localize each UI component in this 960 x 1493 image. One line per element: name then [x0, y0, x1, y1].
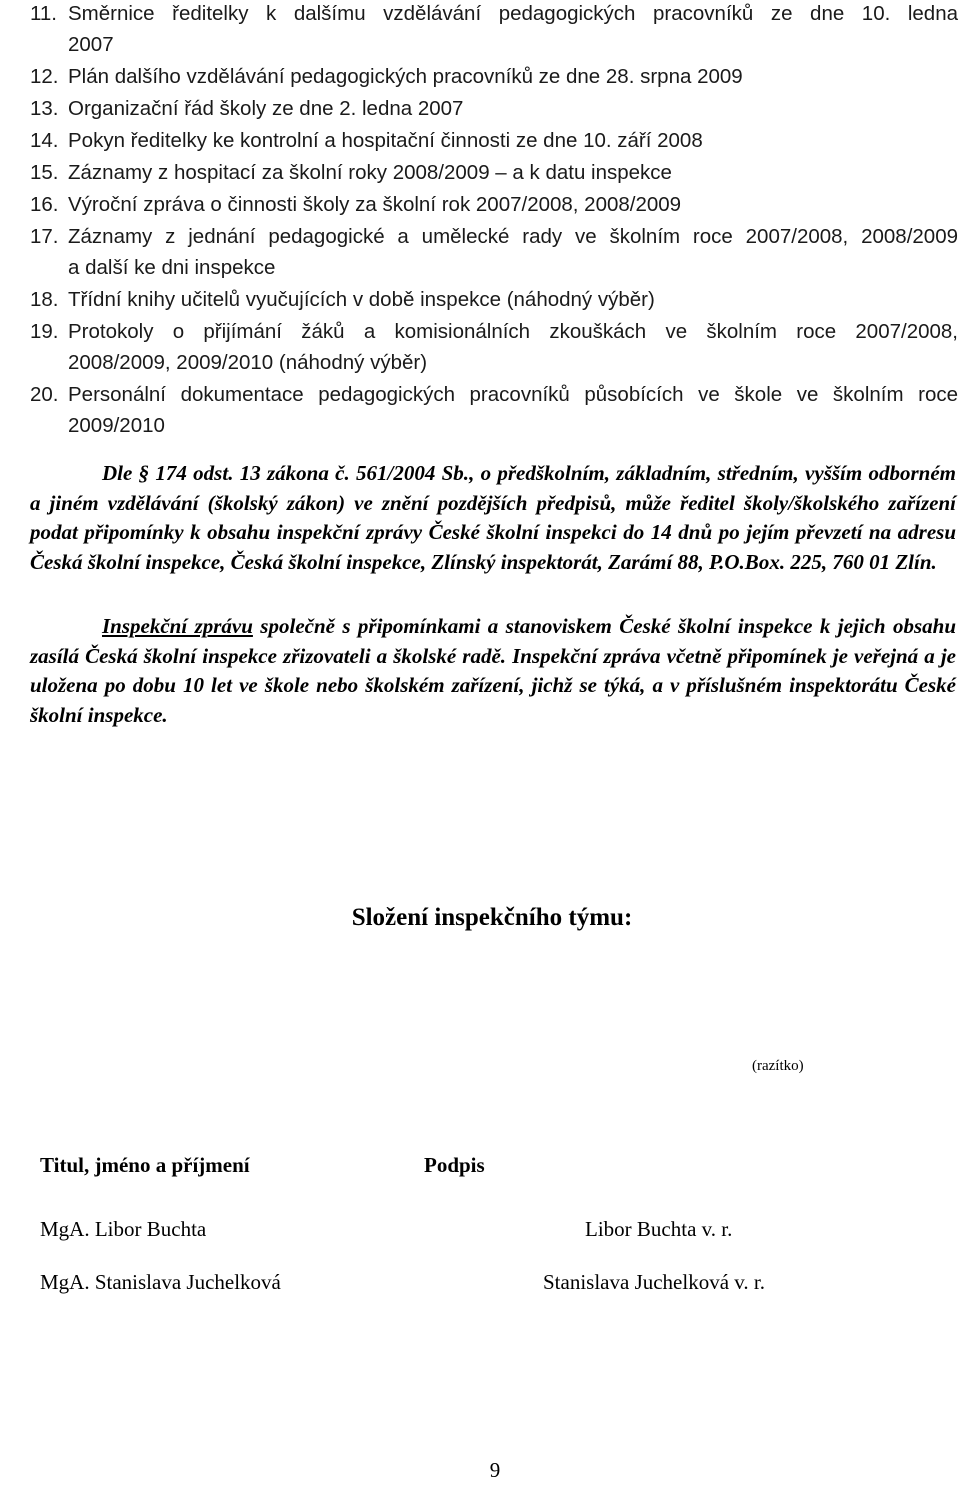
- list-item-number: 12.: [30, 65, 59, 88]
- list-item-text: Výroční zpráva o činnosti školy za školní rok 2007/2008, 2008/2009: [68, 193, 682, 216]
- list-item-number: 20.: [30, 383, 59, 406]
- publication-text: společně s připomínkami a stanoviskem České školní inspekce k jejich obsahu zasílá Česká školní inspekce zřizovateli a školské radě. Inspekční zpráva včetně připomínek je veřejná a je uložena po dobu 10 let ve škole nebo školském zařízení, jichž se týká, a v příslušném inspektorátu České školní inspekce.: [30, 614, 957, 727]
- team-title: Složení inspekčního týmu:: [351, 904, 633, 931]
- list-item-number: 15.: [30, 161, 59, 184]
- publication-paragraph: [30, 612, 956, 730]
- member-name: MgA. Stanislava Juchelková: [40, 1270, 281, 1294]
- list-item-text: Protokoly o přijímání žáků a komisionálních zkouškách ve školním roce 2007/2008,: [68, 320, 958, 343]
- comments-notice-paragraph: [30, 459, 956, 577]
- list-item: [30, 316, 958, 378]
- member-signature: Libor Buchta v. r.: [585, 1217, 733, 1241]
- signature-column-header: Podpis: [424, 1153, 485, 1177]
- list-item-text: a další ke dni inspekce: [68, 256, 276, 279]
- list-item-text: Třídní knihy učitelů vyučujících v době inspekce (náhodný výběr): [68, 288, 655, 311]
- list-item-text: Personální dokumentace pedagogických pracovníků působících ve škole ve školním roce: [68, 383, 958, 406]
- list-item: [30, 0, 958, 60]
- list-item: [30, 379, 958, 441]
- list-item-number: 18.: [30, 288, 59, 311]
- member-name: MgA. Libor Buchta: [40, 1217, 207, 1241]
- list-item: [30, 284, 958, 315]
- list-item-text: 2007: [68, 33, 114, 56]
- list-item-text: Organizační řád školy ze dne 2. ledna 2007: [68, 97, 464, 120]
- list-item: [30, 157, 958, 188]
- inspection-report-term: Inspekční zprávu: [102, 614, 253, 638]
- list-item-text: Záznamy z hospitací za školní roky 2008/2009 – a k datu inspekce: [68, 161, 672, 184]
- member-signature: Stanislava Juchelková v. r.: [543, 1270, 766, 1294]
- list-item-text: Plán dalšího vzdělávání pedagogických pracovníků ze dne 28. srpna 2009: [68, 65, 743, 88]
- list-item-text: 2008/2009, 2009/2010 (náhodný výběr): [68, 351, 428, 374]
- list-item-number: 19.: [30, 320, 59, 343]
- documents-list: [30, 0, 958, 442]
- list-item: [30, 221, 958, 283]
- list-item: [30, 189, 958, 220]
- list-item: [30, 125, 958, 156]
- page-number: 9: [489, 1458, 501, 1482]
- notice-text: , o předškolním, základním, středním, vyšším odborném a jiném vzdělávání (školský zákon) ve znění pozdějších předpisů, může ředitel školy/školského zařízení podat připomínky k obsahu inspekční zprávy České školní inspekci do 14 dnů po jejím převzetí na adresu Česká školní inspekce, Česká školní inspekce, Zlínský inspektorát, Zarámí 88, P.O.Box. 225, 760 01 Zlín.: [30, 461, 956, 574]
- name-column-header: Titul, jméno a příjmení: [40, 1153, 250, 1177]
- list-item-text: Záznamy z jednání pedagogické a umělecké rady ve školním roce 2007/2008, 2008/2009: [68, 225, 958, 248]
- list-item-number: 14.: [30, 129, 59, 152]
- list-item-text: Směrnice ředitelky k dalšímu vzdělávání pedagogických pracovníků ze dne 10. ledna: [68, 2, 958, 25]
- list-item-number: 13.: [30, 97, 59, 120]
- list-item: [30, 93, 958, 124]
- list-item-number: 16.: [30, 193, 59, 216]
- legal-reference: Dle § 174 odst. 13 zákona č. 561/2004 Sb.: [102, 461, 470, 485]
- list-item: [30, 61, 958, 92]
- list-item-text: Pokyn ředitelky ke kontrolní a hospitační činnosti ze dne 10. září 2008: [68, 129, 703, 152]
- list-item-text: 2009/2010: [68, 414, 165, 437]
- list-item-number: 11.: [30, 2, 57, 25]
- stamp-placeholder: (razítko): [752, 1058, 804, 1074]
- list-item-number: 17.: [30, 225, 59, 248]
